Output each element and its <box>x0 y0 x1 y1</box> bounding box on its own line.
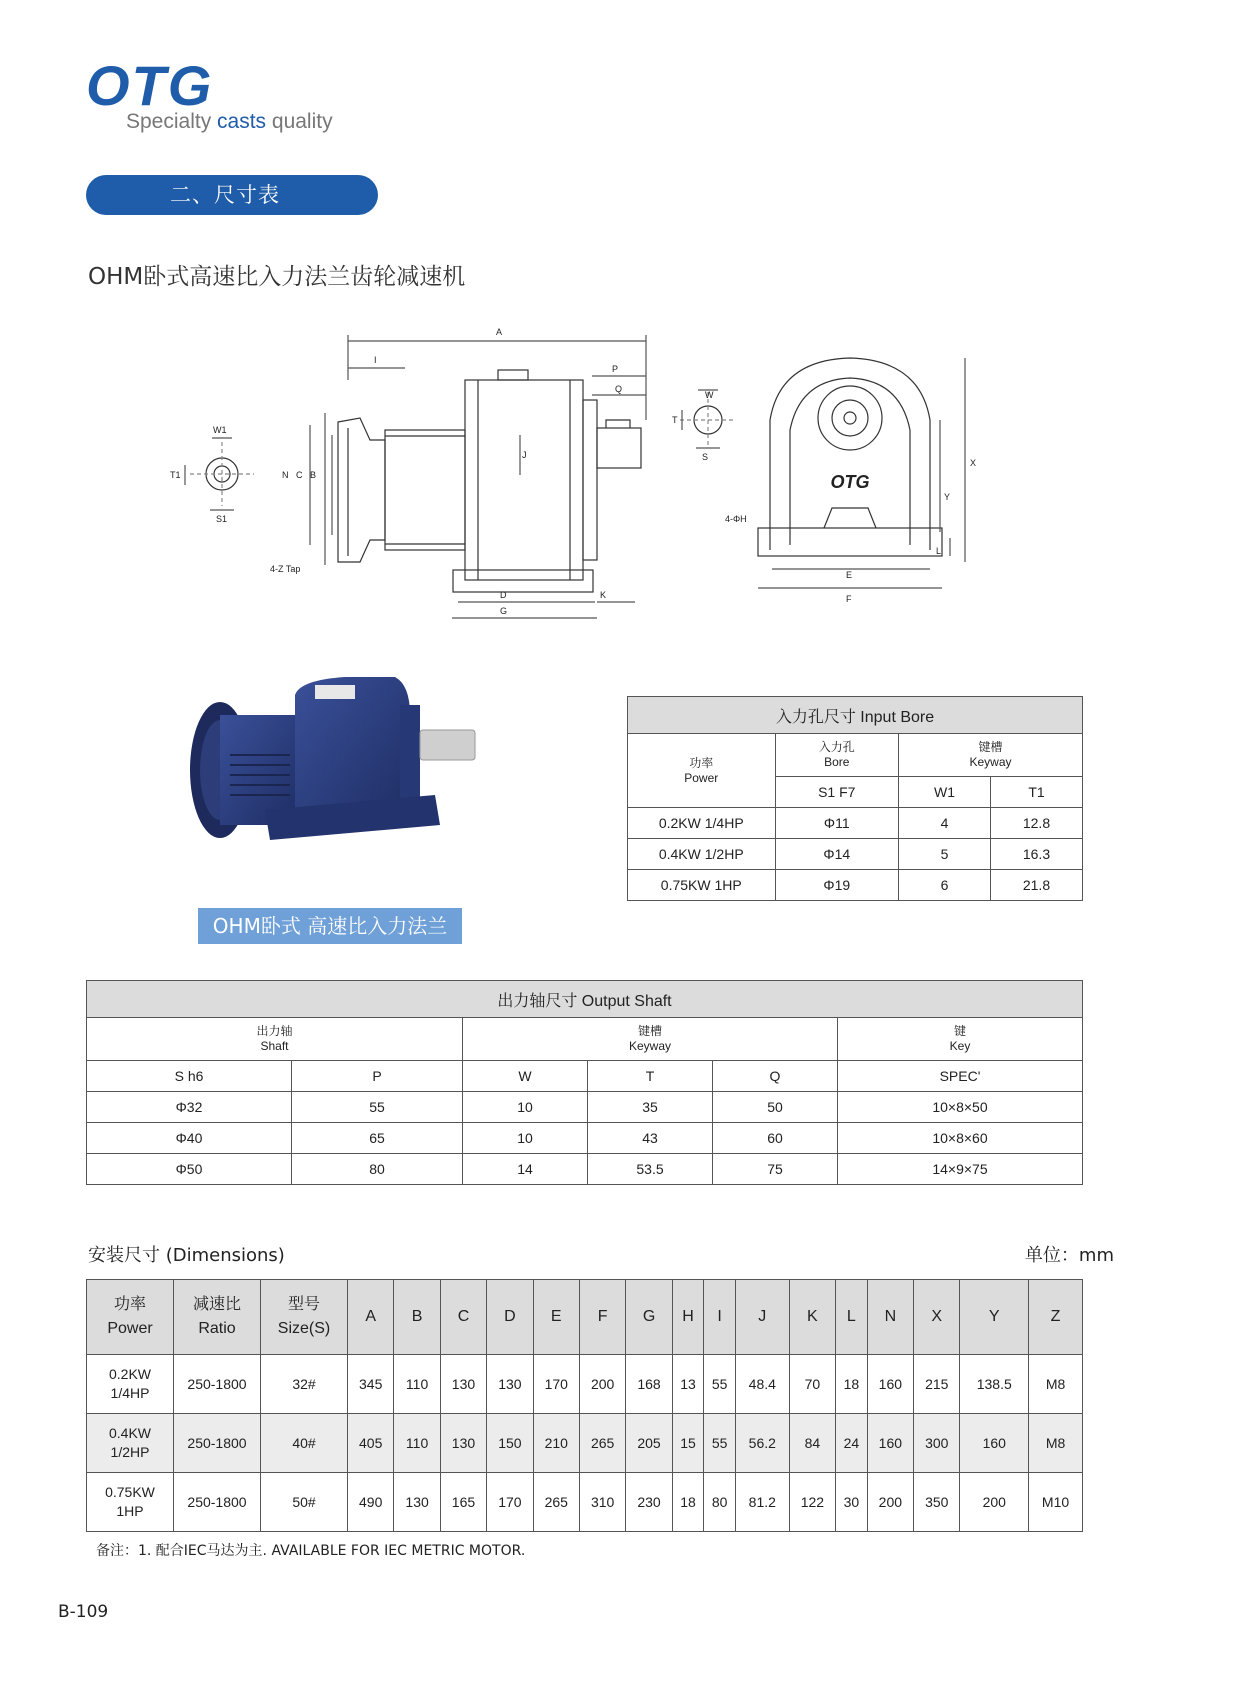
dim-label: P <box>612 364 619 374</box>
table-cell: Φ11 <box>775 808 899 839</box>
table-cell: 60 <box>713 1123 838 1154</box>
table-cell: 10 <box>463 1123 588 1154</box>
bore-header-en: Bore <box>824 755 850 769</box>
dim-label: S1 <box>216 514 228 524</box>
table-cell: 43 <box>588 1123 713 1154</box>
sub-header: Q <box>713 1061 838 1092</box>
dim-label: W1 <box>213 425 227 435</box>
dim-col-header: N <box>867 1280 913 1355</box>
table-cell: Φ40 <box>87 1123 292 1154</box>
tagline-part: quality <box>266 110 333 133</box>
dim-col-header: L <box>836 1280 868 1355</box>
dim-col-header: G <box>626 1280 672 1355</box>
table-cell: 345 <box>348 1355 394 1414</box>
dimensions-table <box>86 1279 1083 1532</box>
power-kw: 0.2KW <box>108 1366 151 1382</box>
table-cell: Φ14 <box>775 839 899 870</box>
ratio-header <box>174 1280 261 1355</box>
table-cell: 75 <box>713 1154 838 1185</box>
dim-label: C <box>296 470 303 480</box>
table-cell: 18 <box>672 1473 704 1532</box>
table-row <box>628 870 1083 901</box>
size-header-en: Size(S) <box>277 1320 331 1337</box>
key-header-en: Key <box>949 1039 971 1053</box>
table-cell: 55 <box>704 1355 736 1414</box>
table-cell: 30 <box>836 1473 868 1532</box>
tagline-part: Specialty <box>126 110 218 133</box>
dim-label: D <box>500 590 507 600</box>
table-cell: 6 <box>899 870 991 901</box>
power-cell <box>87 1473 174 1532</box>
brand-logo <box>86 54 366 138</box>
table-cell: 165 <box>440 1473 486 1532</box>
table-cell: 80 <box>704 1473 736 1532</box>
logo-wordmark: OTG <box>86 54 214 117</box>
sub-header: SPEC' <box>838 1061 1083 1092</box>
table-cell: 21.8 <box>990 870 1082 901</box>
keyway-header <box>463 1018 838 1061</box>
dim-label: G <box>500 606 508 616</box>
table-cell: Φ50 <box>87 1154 292 1185</box>
table-cell: 48.4 <box>735 1355 789 1414</box>
table-cell: 170 <box>533 1355 579 1414</box>
table-cell: 84 <box>789 1414 835 1473</box>
keyway-header <box>899 734 1083 777</box>
dim-col-header: F <box>579 1280 625 1355</box>
sub-header: T <box>588 1061 713 1092</box>
page-title: OHM卧式高速比入力法兰齿轮减速机 <box>88 264 466 290</box>
table-cell: 160 <box>867 1414 913 1473</box>
size-cell: 40# <box>261 1414 348 1473</box>
dim-col-header: X <box>914 1280 960 1355</box>
table-row <box>87 1414 1083 1473</box>
table-cell: 300 <box>914 1414 960 1473</box>
key-header-cn: 键 <box>953 1024 966 1038</box>
table-cell: 200 <box>867 1473 913 1532</box>
table-cell: 130 <box>440 1414 486 1473</box>
keyway-header-cn: 键槽 <box>978 740 1003 754</box>
dim-col-header: J <box>735 1280 789 1355</box>
dim-label: X <box>970 458 977 468</box>
table-cell: 50 <box>713 1092 838 1123</box>
keyway-header-en: Keyway <box>969 755 1012 769</box>
table-cell: 350 <box>914 1473 960 1532</box>
output-shaft-table <box>86 980 1083 1185</box>
bore-header-cn: 入力孔 <box>818 740 855 754</box>
dim-col-header: Y <box>960 1280 1029 1355</box>
table-cell: 215 <box>914 1355 960 1414</box>
table-cell: 10×8×50 <box>838 1092 1083 1123</box>
shaft-header-en: Shaft <box>260 1039 289 1053</box>
power-header <box>628 734 776 808</box>
table-cell: 200 <box>960 1473 1029 1532</box>
table-cell: 265 <box>579 1414 625 1473</box>
side-view <box>310 335 646 618</box>
sub-header: W1 <box>899 777 991 808</box>
power-header-en: Power <box>107 1320 153 1337</box>
table-cell: 14×9×75 <box>838 1154 1083 1185</box>
power-kw: 0.4KW <box>108 1425 151 1441</box>
dim-col-header: B <box>394 1280 440 1355</box>
table-cell: Φ19 <box>775 870 899 901</box>
table-row <box>628 808 1083 839</box>
table-cell: 14 <box>463 1154 588 1185</box>
shaft-header <box>87 1018 463 1061</box>
table-cell: 130 <box>487 1355 533 1414</box>
table-cell: 160 <box>960 1414 1029 1473</box>
size-cell: 50# <box>261 1473 348 1532</box>
table-cell: 81.2 <box>735 1473 789 1532</box>
table-cell: 310 <box>579 1473 625 1532</box>
table-row <box>87 1355 1083 1414</box>
power-header-en: Power <box>684 770 719 785</box>
nameplate <box>315 685 355 699</box>
table-cell: 15 <box>672 1414 704 1473</box>
power-header-cn: 功率 <box>113 1296 146 1313</box>
dim-label: F <box>846 594 852 604</box>
dim-label: L <box>936 546 942 556</box>
section-pill: 二、尺寸表 <box>86 175 378 215</box>
table-cell: 160 <box>867 1355 913 1414</box>
sub-header: S h6 <box>87 1061 292 1092</box>
dim-label: T1 <box>170 470 181 480</box>
dim-col-header: H <box>672 1280 704 1355</box>
power-cell <box>87 1414 174 1473</box>
dim-label: T <box>672 415 678 425</box>
table-cell: 24 <box>836 1414 868 1473</box>
dim-label: E <box>846 570 853 580</box>
dim-col-header: Z <box>1029 1280 1083 1355</box>
table-cell: 80 <box>292 1154 463 1185</box>
dim-col-header: C <box>440 1280 486 1355</box>
table-cell: 13 <box>672 1355 704 1414</box>
photo-caption: OHM卧式 高速比入力法兰 <box>198 908 462 944</box>
table-cell: 70 <box>789 1355 835 1414</box>
table-cell: 130 <box>394 1473 440 1532</box>
power-hp: 1/2HP <box>110 1444 150 1460</box>
dim-col-header: K <box>789 1280 835 1355</box>
table-cell: 55 <box>292 1092 463 1123</box>
table-cell: 12.8 <box>990 808 1082 839</box>
dim-col-header: I <box>704 1280 736 1355</box>
input-bore-table <box>627 696 1083 901</box>
size-cell: 32# <box>261 1355 348 1414</box>
table-cell: 138.5 <box>960 1355 1029 1414</box>
output-shaft-title: 出力轴尺寸 Output Shaft <box>87 981 1083 1018</box>
dim-label: I <box>374 355 377 365</box>
table-cell: 168 <box>626 1355 672 1414</box>
table-cell: 210 <box>533 1414 579 1473</box>
table-cell: 35 <box>588 1092 713 1123</box>
tagline-accent: casts <box>217 110 267 133</box>
power-kw: 0.75KW <box>105 1484 155 1500</box>
sub-header: W <box>463 1061 588 1092</box>
shaft-header-cn: 出力轴 <box>256 1024 293 1038</box>
table-cell: 150 <box>487 1414 533 1473</box>
table-cell: 170 <box>487 1473 533 1532</box>
power-header-cn: 功率 <box>689 755 714 770</box>
table-cell: 5 <box>899 839 991 870</box>
size-header-cn: 型号 <box>287 1296 320 1313</box>
dim-label: N <box>282 470 289 480</box>
dim-col-header: A <box>348 1280 394 1355</box>
table-cell: 130 <box>440 1355 486 1414</box>
table-cell: 110 <box>394 1355 440 1414</box>
dim-col-header: E <box>533 1280 579 1355</box>
table-cell: 18 <box>836 1355 868 1414</box>
keyway-header-en: Keyway <box>628 1039 672 1053</box>
table-cell: 55 <box>704 1414 736 1473</box>
power-hp: 1/4HP <box>110 1385 150 1401</box>
table-cell: 0.2KW 1/4HP <box>628 808 776 839</box>
footnote: 备注：1. 配合IEC马达为主. AVAILABLE FOR IEC METRIC MOTOR. <box>96 1543 526 1559</box>
table-cell: 0.4KW 1/2HP <box>628 839 776 870</box>
bore-header <box>775 734 899 777</box>
dim-label: B <box>310 470 317 480</box>
sub-header: P <box>292 1061 463 1092</box>
key-header <box>838 1018 1083 1061</box>
table-cell: 122 <box>789 1473 835 1532</box>
table-cell: M8 <box>1029 1414 1083 1473</box>
dim-label: Y <box>944 492 951 502</box>
table-cell: 16.3 <box>990 839 1082 870</box>
table-row <box>628 839 1083 870</box>
dim-label: Q <box>615 384 623 394</box>
dim-label: S <box>702 452 709 462</box>
dim-label: 4-Z Tap <box>270 564 301 574</box>
table-cell: 200 <box>579 1355 625 1414</box>
table-cell: 490 <box>348 1473 394 1532</box>
dim-label: A <box>496 327 503 337</box>
ratio-cell: 250-1800 <box>174 1414 261 1473</box>
table-cell: 265 <box>533 1473 579 1532</box>
table-row <box>87 1092 1083 1123</box>
ratio-cell: 250-1800 <box>174 1355 261 1414</box>
dim-label: K <box>600 590 607 600</box>
table-cell: 4 <box>899 808 991 839</box>
output-shaft <box>420 730 475 760</box>
dim-label: J <box>522 450 527 460</box>
power-cell <box>87 1355 174 1414</box>
table-cell: M10 <box>1029 1473 1083 1532</box>
drawing-logo: OTG <box>830 472 870 492</box>
table-cell: 53.5 <box>588 1154 713 1185</box>
sub-header: S1 F7 <box>775 777 899 808</box>
table-cell: 110 <box>394 1414 440 1473</box>
dim-col-header: D <box>487 1280 533 1355</box>
dim-label: W <box>705 390 714 400</box>
dim-label: 4-ΦH <box>725 514 747 524</box>
table-row <box>87 1154 1083 1185</box>
keyway-header-cn: 键槽 <box>637 1024 662 1038</box>
table-cell: 10 <box>463 1092 588 1123</box>
technical-drawing <box>160 320 1060 630</box>
table-cell: 405 <box>348 1414 394 1473</box>
input-bore-title: 入力孔尺寸 Input Bore <box>628 697 1083 734</box>
table-cell: 230 <box>626 1473 672 1532</box>
ratio-header-en: Ratio <box>198 1320 236 1337</box>
logo-tagline <box>126 110 333 134</box>
table-row <box>87 1123 1083 1154</box>
unit-label: 单位：mm <box>1024 1245 1114 1266</box>
table-cell: 205 <box>626 1414 672 1473</box>
power-header <box>87 1280 174 1355</box>
table-cell: Φ32 <box>87 1092 292 1123</box>
power-hp: 1HP <box>116 1503 144 1519</box>
product-photo <box>175 675 495 900</box>
table-cell: M8 <box>1029 1355 1083 1414</box>
table-row <box>87 1473 1083 1532</box>
table-cell: 10×8×60 <box>838 1123 1083 1154</box>
input-bore-view <box>185 438 254 510</box>
sub-header: T1 <box>990 777 1082 808</box>
table-cell: 56.2 <box>735 1414 789 1473</box>
size-header <box>261 1280 348 1355</box>
page-number: B-109 <box>58 1602 109 1622</box>
table-cell: 0.75KW 1HP <box>628 870 776 901</box>
table-cell: 65 <box>292 1123 463 1154</box>
dimensions-label: 安装尺寸 (Dimensions) <box>88 1245 285 1266</box>
ratio-cell: 250-1800 <box>174 1473 261 1532</box>
ratio-header-cn: 减速比 <box>192 1296 241 1313</box>
